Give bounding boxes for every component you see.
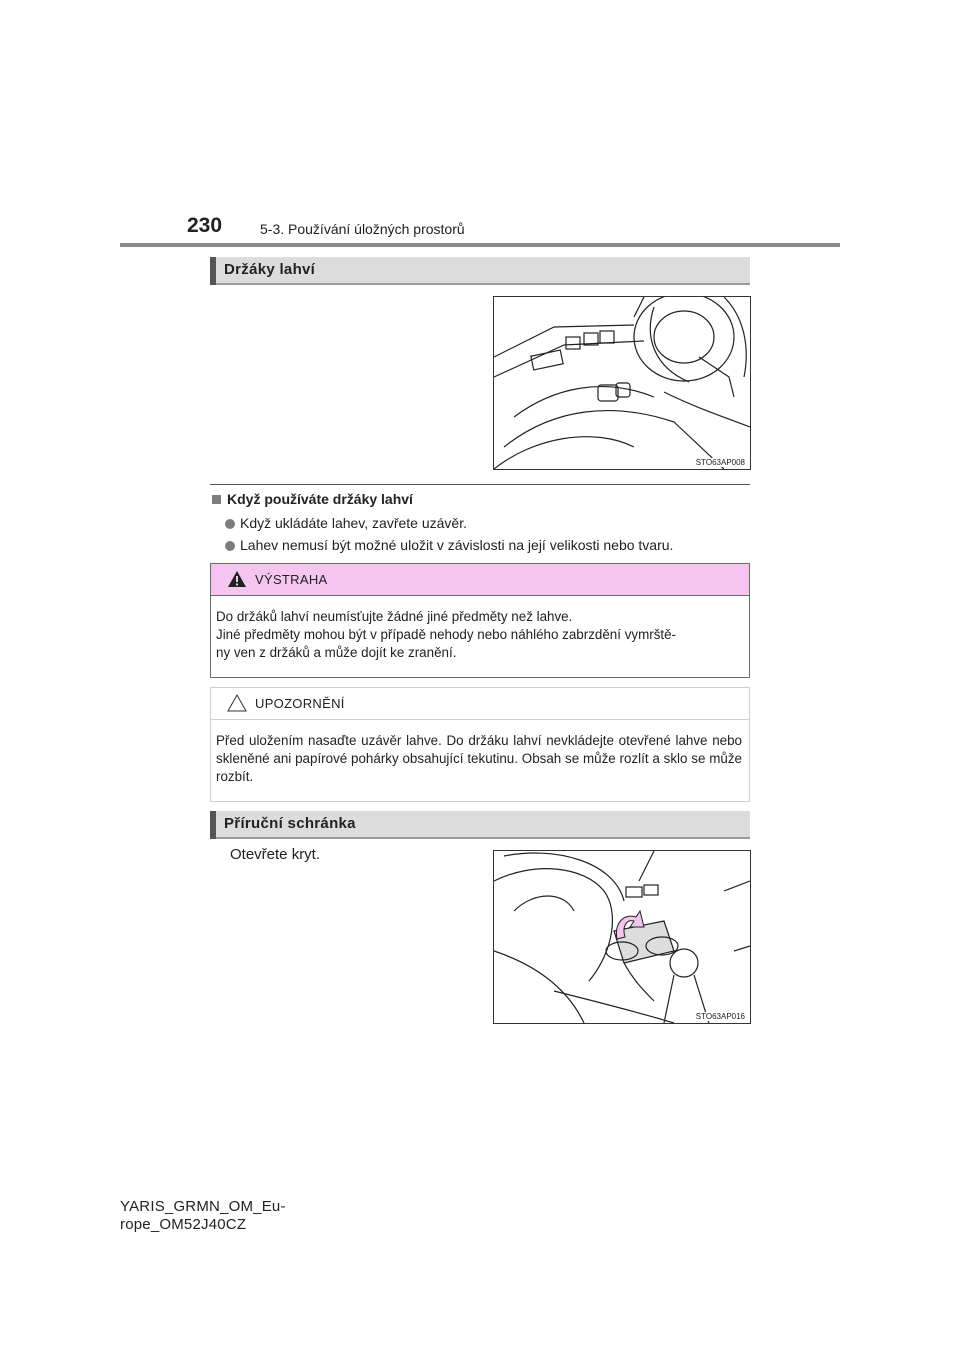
footer-doc-id (120, 1198, 286, 1234)
bottle-holder-illustration (494, 297, 750, 469)
warning-line: Jiné předměty mohou být v případě nehody nebo náhlého zabrzdění vymrště- (216, 627, 677, 642)
caution-triangle-icon (227, 694, 247, 712)
warning-text (216, 608, 742, 662)
figure-bottle-holder (493, 296, 751, 470)
caution-box (210, 687, 750, 802)
warning-line: Do držáků lahví neumísťujte žádné jiné předměty než lahve. (216, 609, 573, 624)
warning-line: ny ven z držáků a může dojít ke zranění. (216, 645, 457, 660)
bullet-text: Lahev nemusí být možné uložit v závislosti na její velikosti nebo tvaru. (240, 537, 674, 553)
caution-text: Před uložením nasaďte uzávěr lahve. Do držáku lahví nevkládejte otevřené lahve nebo skleněné ani papírové pohárky obsahující tekutinu. Obsah se může rozlít a sklo se může rozbít. (216, 733, 742, 784)
bullet-item (225, 537, 673, 553)
figure-glove-box (493, 850, 751, 1024)
section-title: Příruční schránka (224, 815, 356, 832)
round-bullet-icon (225, 541, 235, 551)
warning-label: VÝSTRAHA (255, 572, 328, 587)
footer-line: YARIS_GRMN_OM_Eu- (120, 1198, 286, 1215)
section-bar-marker (210, 811, 216, 839)
section-title: Držáky lahví (224, 261, 316, 278)
round-bullet-icon (225, 519, 235, 529)
warning-header (211, 564, 749, 596)
subheading-text: Když používáte držáky lahví (227, 491, 413, 507)
page-number: 230 (187, 214, 223, 237)
divider (210, 484, 750, 485)
section-header: 5-3. Používání úložných prostorů (260, 221, 465, 237)
figure-code: STO63AP016 (695, 1012, 745, 1021)
section-bar-glove-box (210, 811, 750, 839)
bullet-item (225, 515, 467, 531)
subheading (212, 491, 413, 507)
footer-line: rope_OM52J40CZ (120, 1216, 247, 1233)
warning-triangle-icon (227, 570, 247, 588)
caution-label: UPOZORNĚNÍ (255, 696, 345, 711)
square-bullet-icon (212, 495, 221, 504)
caution-header (211, 688, 749, 720)
warning-box (210, 563, 750, 678)
section-bar-marker (210, 257, 216, 285)
header-rule (120, 243, 840, 247)
glove-box-illustration (494, 851, 750, 1023)
bullet-text: Když ukládáte lahev, zavřete uzávěr. (240, 515, 467, 531)
figure-code: STO63AP008 (695, 458, 745, 467)
instruction-text: Otevřete kryt. (230, 846, 321, 863)
section-bar-bottle-holders (210, 257, 750, 285)
